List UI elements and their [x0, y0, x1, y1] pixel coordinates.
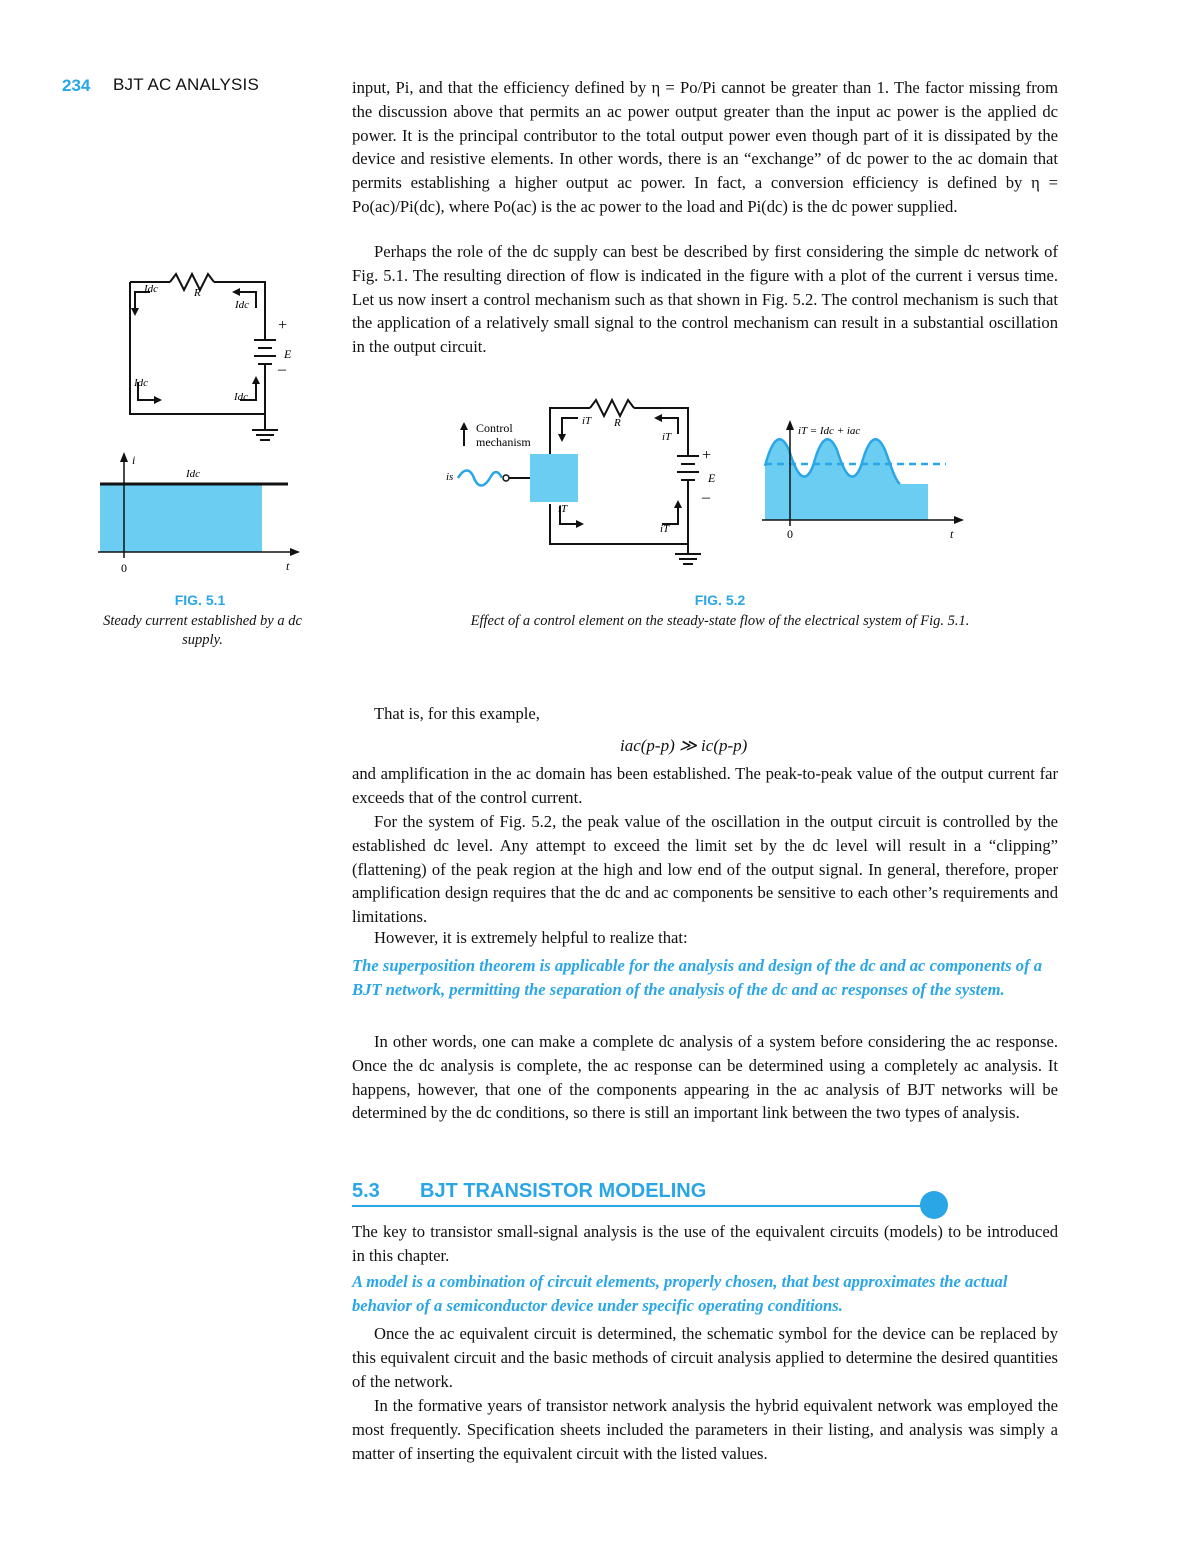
- figure-5-2: [440, 396, 980, 576]
- label-minus: –: [278, 361, 286, 378]
- label-idc-4: Idc: [234, 391, 249, 403]
- label-is: is: [446, 471, 454, 483]
- label-mechanism: mechanism: [476, 435, 531, 449]
- label-idc-2: Idc: [235, 299, 250, 311]
- plot-label-idc: Idc: [186, 468, 201, 480]
- label-control: Control: [476, 421, 513, 435]
- plot-label-t: t: [286, 559, 290, 573]
- plot-label-it: iT = Idc + iac: [798, 425, 861, 437]
- highlight-statement-2: A model is a combination of circuit elements, properly chosen, that best approximates the actual behavior of a semiconductor device under specific operating conditions.: [352, 1272, 1008, 1315]
- resistor-symbol: [170, 274, 214, 290]
- plot-label-zero2: 0: [787, 527, 793, 541]
- paragraph-6: However, it is extremely helpful to realize that:: [374, 928, 688, 947]
- fig1-caption: Steady current established by a dc supply.: [103, 613, 302, 648]
- input-signal-wave: [458, 471, 502, 486]
- paragraph-7: In other words, one can make a complete dc analysis of a system before considering the ac response. Once the dc analysis is complete, the ac response can be determined using a completely ac analysis. It happens, however, that one of the components appearing in the ac analysis of BJT networks will be determined by the dc conditions, so there is still an important link between the two types of analysis.: [352, 1032, 1058, 1123]
- label-minus2: –: [702, 489, 710, 506]
- section-heading: [352, 1178, 952, 1208]
- paragraph-2: Perhaps the role of the dc supply can best be described by first considering the simple dc network of Fig. 5.1. The resulting direction of flow is indicated in the figure with a plot of the current i versus time. Let us now insert a control mechanism such as that shown in Fig. 5.2. The control mechanism is such that the application of a relatively small signal to the control mechanism can result in a substantial oscillation in the output circuit.: [352, 242, 1058, 357]
- label-idc-1: Idc: [144, 283, 159, 295]
- label-it-4: iT: [660, 523, 670, 535]
- plot-label-t2: t: [950, 527, 954, 541]
- label-r: R: [194, 287, 201, 299]
- equation: iac(p-p) ≫ ic(p-p): [620, 736, 748, 755]
- paragraph-4: and amplification in the ac domain has been established. The peak-to-peak value of the output current far exceeds that of the control current.: [352, 764, 1058, 807]
- paragraph-5: For the system of Fig. 5.2, the peak value of the oscillation in the output circuit is controlled by the established dc level. Any attempt to exceed the limit set by the dc level will result in a “clipping” (flattening) of the peak region at the high and low end of the output signal. In general, therefore, proper amplification design requires that the dc and ac components be sensitive to each other’s requirements and limitations.: [352, 812, 1058, 927]
- plot-label-zero: 0: [121, 561, 127, 575]
- paragraph-10: In the formative years of transistor network analysis the hybrid equivalent network was employed the most frequently. Specification sheets included the parameters in their listing, and analysis was simply a matter of inserting the equivalent circuit with the listed values.: [352, 1396, 1058, 1463]
- paragraph-3: That is, for this example,: [374, 704, 540, 723]
- label-it-1: iT: [582, 415, 592, 427]
- resistor-symbol-2: [590, 400, 634, 416]
- paragraph-9: Once the ac equivalent circuit is determined, the schematic symbol for the device can be replaced by this equivalent circuit and the basic methods of circuit analysis applied to determine the desired quantities of the network.: [352, 1324, 1058, 1391]
- figure-5-1: [90, 262, 310, 582]
- label-plus: +: [278, 317, 288, 334]
- paragraph-1: input, Pi, and that the efficiency defined by η = Po/Pi cannot be greater than 1. The factor missing from the discussion above that permits an ac power output greater than the input ac power is the applied dc power. It is the principal contributor to the total output power even though part of it is dissipated by the device and resistive elements. In other words, there is an “exchange” of dc power to the ac domain that permits establishing a higher output ac power. In fact, a conversion efficiency is defined by η = Po(ac)/Pi(dc), where Po(ac) is the ac power to the load and Pi(dc) is the dc power supplied.: [352, 78, 1058, 216]
- page-number: 234: [62, 76, 91, 95]
- label-it-2: iT: [662, 431, 672, 443]
- section-number: 5.3: [352, 1180, 380, 1202]
- label-e: E: [284, 347, 292, 361]
- fig1-title: FIG. 5.1: [174, 592, 226, 608]
- highlight-statement-1: The superposition theorem is applicable for the analysis and design of the dc and ac components of a BJT network, permitting the separation of the analysis of the dc and ac responses of the system.: [352, 956, 1043, 999]
- label-idc-3: Idc: [134, 377, 149, 389]
- label-r2: R: [614, 417, 621, 429]
- section-rule: [352, 1205, 932, 1207]
- fig2-caption: Effect of a control element on the steady-state flow of the electrical system of Fig. 5.1.: [470, 613, 970, 629]
- running-title: BJT AC ANALYSIS: [113, 75, 259, 94]
- section-title: BJT TRANSISTOR MODELING: [420, 1180, 707, 1202]
- plot-label-i: i: [132, 453, 136, 467]
- label-plus2: +: [702, 447, 712, 464]
- fig2-title: FIG. 5.2: [694, 592, 746, 608]
- control-mechanism-box: [530, 454, 578, 502]
- paragraph-8: The key to transistor small-signal analysis is the use of the equivalent circuits (models) to be introduced in this chapter.: [352, 1222, 1058, 1265]
- section-dot: [920, 1191, 948, 1219]
- label-e2: E: [708, 471, 716, 485]
- label-it-3: iT: [558, 503, 568, 515]
